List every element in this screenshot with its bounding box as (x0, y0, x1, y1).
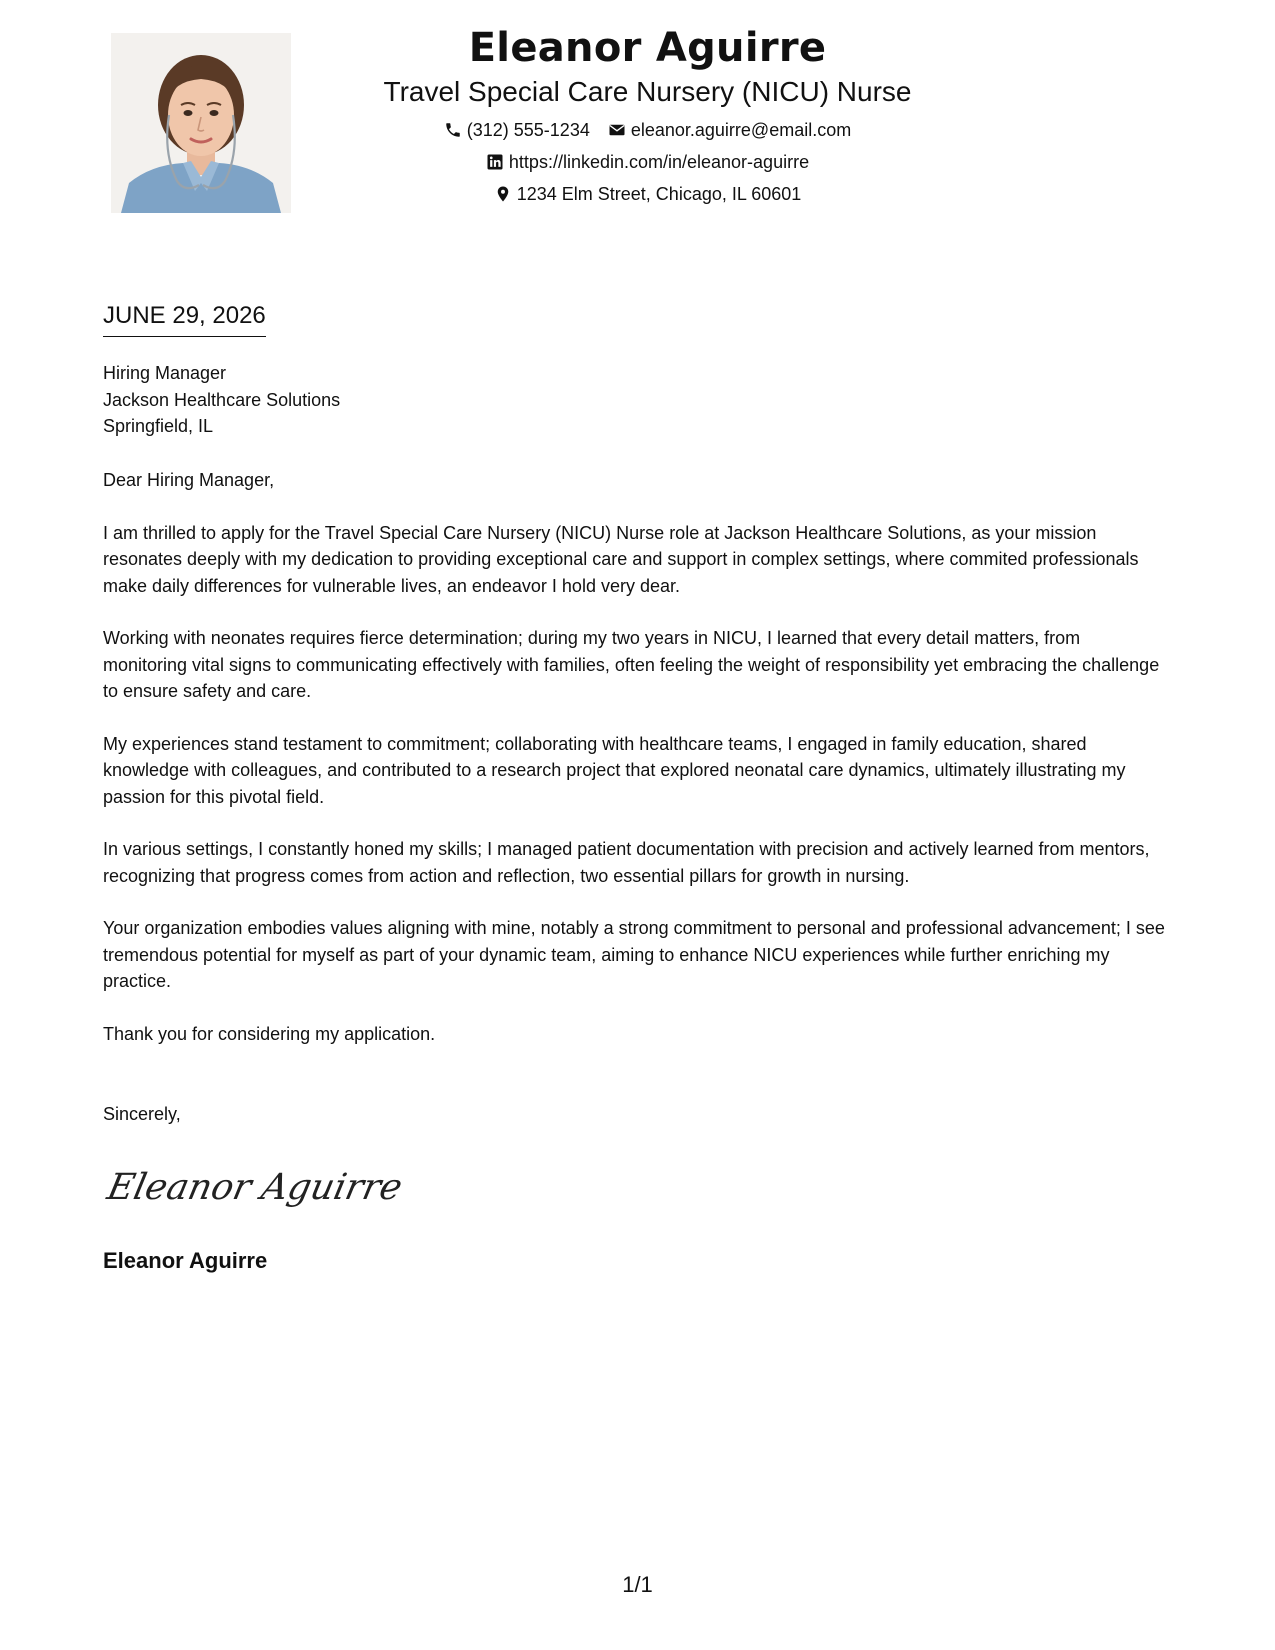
contact-line-3 (300, 178, 995, 210)
envelope-icon (608, 121, 626, 139)
recipient-company: Jackson Healthcare Solutions (103, 389, 341, 410)
phone-contact (444, 114, 590, 146)
address-contact (494, 178, 802, 210)
contact-line-2 (300, 146, 995, 178)
body-paragraph: I am thrilled to apply for the Travel Special Care Nursery (NICU) Nurse role at Jackson Healthcare Solutions, as your mission resonates deeply with my dedication to providing exceptional care and support in complex settings, where commited professionals make daily differences for vulnerable lives, an endeavor I hold very dear. (103, 522, 1139, 596)
recipient-location: Springfield, IL (103, 416, 214, 436)
body-paragraph: Your organization embodies values aligning with mine, notably a strong commitment to personal and professional advancement; I see tremendous potential for myself as part of your dynamic team, aiming to enhance NICU experiences while further enriching my practice. (103, 918, 1165, 991)
email-address[interactable]: eleanor.aguirre@email.com (630, 120, 852, 140)
linkedin-url[interactable]: https://linkedin.com/in/eleanor-aguirre (508, 152, 810, 172)
body-paragraph: In various settings, I constantly honed my skills; I managed patient documentation with precision and actively learned from mentors, recognizing that progress comes from action and reflection, two essential pillars for growth in nursing. (103, 839, 1150, 886)
recipient-title: Hiring Manager (103, 363, 227, 383)
recipient-block (103, 360, 340, 440)
contact-line-1 (300, 114, 995, 146)
profile-photo (111, 33, 291, 213)
salutation: Dear Hiring Manager, (103, 470, 275, 490)
letter-header (300, 20, 995, 210)
body-paragraph: Working with neonates requires fierce determination; during my two years in NICU, I learned that every detail matters, from monitoring vital signs to communicating effectively with families, often feeling the weight of responsibility yet embracing the challenge to ensure safety and care. (103, 628, 1160, 701)
applicant-name: Eleanor Aguirre (468, 25, 827, 71)
job-title: Travel Special Care Nursery (NICU) Nurse (383, 76, 912, 107)
street-address: 1234 Elm Street, Chicago, IL 60601 (516, 184, 802, 204)
thank-you-line: Thank you for considering my application. (103, 1023, 436, 1044)
email-contact[interactable] (608, 114, 851, 146)
portrait-illustration (111, 33, 291, 213)
body-paragraph: My experiences stand testament to commitment; collaborating with healthcare teams, I engaged in family education, shared knowledge with colleagues, and contributed to a research project that explored neonatal care dynamics, ultimately illustrating my passion for this pivotal field. (103, 733, 1126, 807)
page-number: 1/1 (622, 1572, 653, 1597)
phone-number: (312) 555-1234 (466, 120, 590, 140)
closing-line: Sincerely, (103, 1104, 181, 1124)
phone-icon (444, 121, 462, 139)
letter-date-block (103, 300, 266, 337)
linkedin-icon (486, 153, 504, 171)
letter-body (103, 467, 1168, 1073)
map-pin-icon (494, 185, 512, 203)
linkedin-contact[interactable] (486, 146, 809, 178)
signed-name: Eleanor Aguirre (103, 1248, 268, 1273)
letter-date: JUNE 29, 2026 (103, 300, 266, 337)
handwritten-signature (103, 1155, 407, 1215)
svg-text:Eleanor Aguirre: Eleanor Aguirre (103, 1165, 407, 1208)
